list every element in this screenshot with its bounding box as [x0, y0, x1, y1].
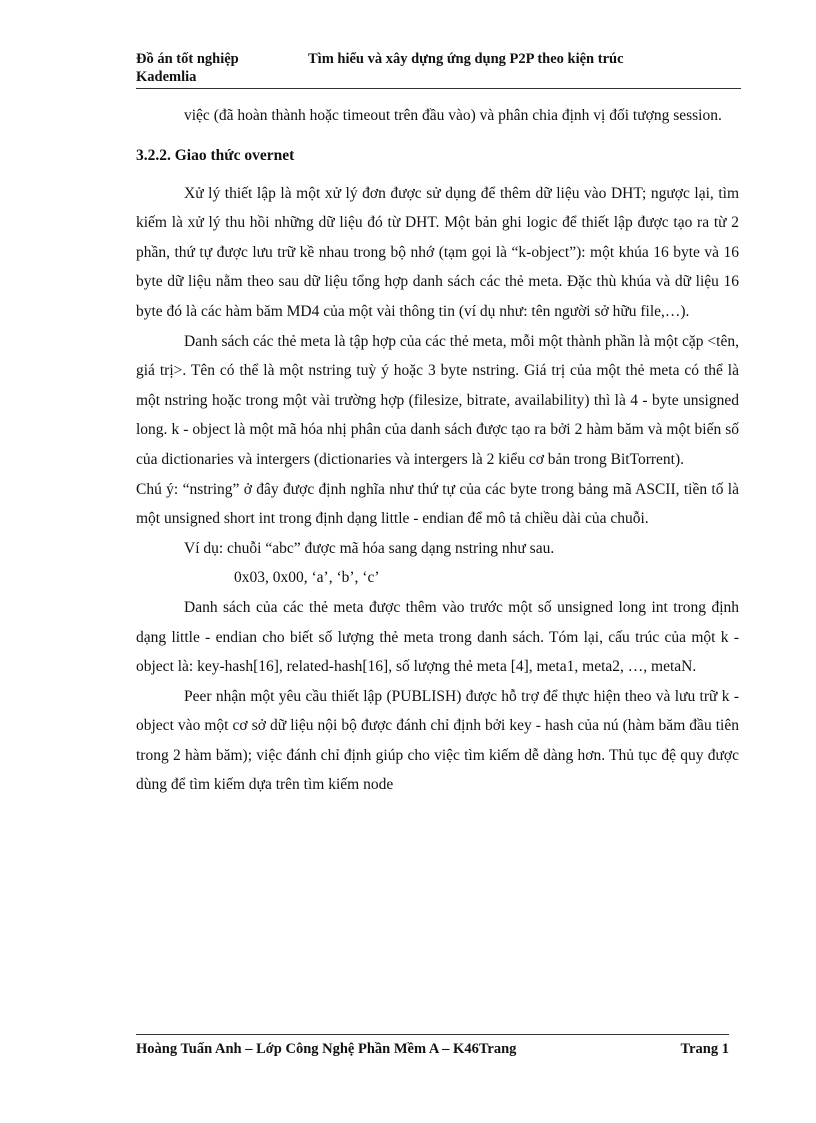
- paragraph-publish-intro: Xử lý thiết lập là một xử lý đơn được sử dụng để thêm dữ liệu vào DHT; ngược lại, tìm kiếm là xử lý thu hồi những dữ liệu đó từ DHT. Một bản ghi logic để thiết lập được tạo ra từ 2 phần, thứ tự được lưu trữ kề nhau trong bộ nhớ (tạm gọi là “k-object”): một khúa 16 byte và 16 byte dữ liệu nằm theo sau dữ liệu tổng hợp danh sách các thẻ meta. Đặc thù khúa và dữ liệu 16 byte đó là các hàm băm MD4 của một vài thông tin (ví dụ như: tên người sở hữu file,…).: [136, 184, 739, 320]
- paragraph-publish-peer: Peer nhận một yêu cầu thiết lập (PUBLISH) được hỗ trợ để thực hiện theo và lưu trữ k - object vào một cơ sở dữ liệu nội bộ được đánh chỉ định bởi key - hash của nú (hàm băm đầu tiên trong 2 hàm băm); việc đánh chỉ định giúp cho việc tìm kiếm dễ dàng hơn. Thủ tục đệ quy được dùng để tìm kiếm dựa trên tìm kiếm node: [136, 687, 739, 794]
- document-body: [136, 101, 739, 800]
- header-title: Tìm hiểu và xây dựng ứng dụng P2P theo kiện trúc: [308, 51, 624, 67]
- section-heading: 3.2.2. Giao thức overnet: [136, 146, 295, 164]
- footer-author: Hoàng Tuấn Anh – Lớp Công Nghệ Phần Mềm A – K46Trang: [136, 1041, 517, 1057]
- header-left-line1: Đồ án tốt nghiệp: [136, 51, 239, 67]
- paragraph-continuation: việc (đã hoàn thành hoặc timeout trên đầu vào) và phân chia định vị đối tượng session.: [184, 107, 722, 124]
- paragraph-meta-tags: Danh sách các thẻ meta là tập hợp của các thẻ meta, mỗi một thành phần là một cặp <tên, giá trị>. Tên có thể là một nstring tuỳ ý hoặc 3 byte nstring. Giá trị của một thẻ meta có thể là một nstring hoặc trong một vài trường hợp (filesize, bitrate, availability) thì là 4 - byte unsigned long. k - object là một mã hóa nhị phân của danh sách được tạo ra bởi 2 hàm băm và một biến số của dictionaries và intergers (dictionaries và intergers là 2 kiểu cơ bản trong BitTorrent).: [136, 332, 739, 468]
- example-code: 0x03, 0x00, ‘a’, ‘b’, ‘c’: [234, 569, 380, 587]
- paragraph-k-object-structure: Danh sách của các thẻ meta được thêm vào trước một số unsigned long int trong định dạng little - endian cho biết số lượng thẻ meta trong danh sách. Tóm lại, cấu trúc của một k - object là: key-hash[16], related-hash[16], số lượng thẻ meta [4], meta1, meta2, …, metaN.: [136, 598, 739, 676]
- footer-divider: [136, 1034, 729, 1035]
- paragraph-note-nstring: Chú ý: “nstring” ở đây được định nghĩa như thứ tự của các byte trong bảng mã ASCII, tiền tố là một unsigned short int trong định dạng little - endian để mô tả chiều dài của chuỗi.: [136, 480, 739, 528]
- header-divider: [136, 88, 741, 89]
- paragraph-example: Ví dụ: chuỗi “abc” được mã hóa sang dạng nstring như sau.: [184, 539, 555, 557]
- page-number: Trang 1: [680, 1041, 729, 1057]
- header-left-line2: Kademlia: [136, 69, 197, 85]
